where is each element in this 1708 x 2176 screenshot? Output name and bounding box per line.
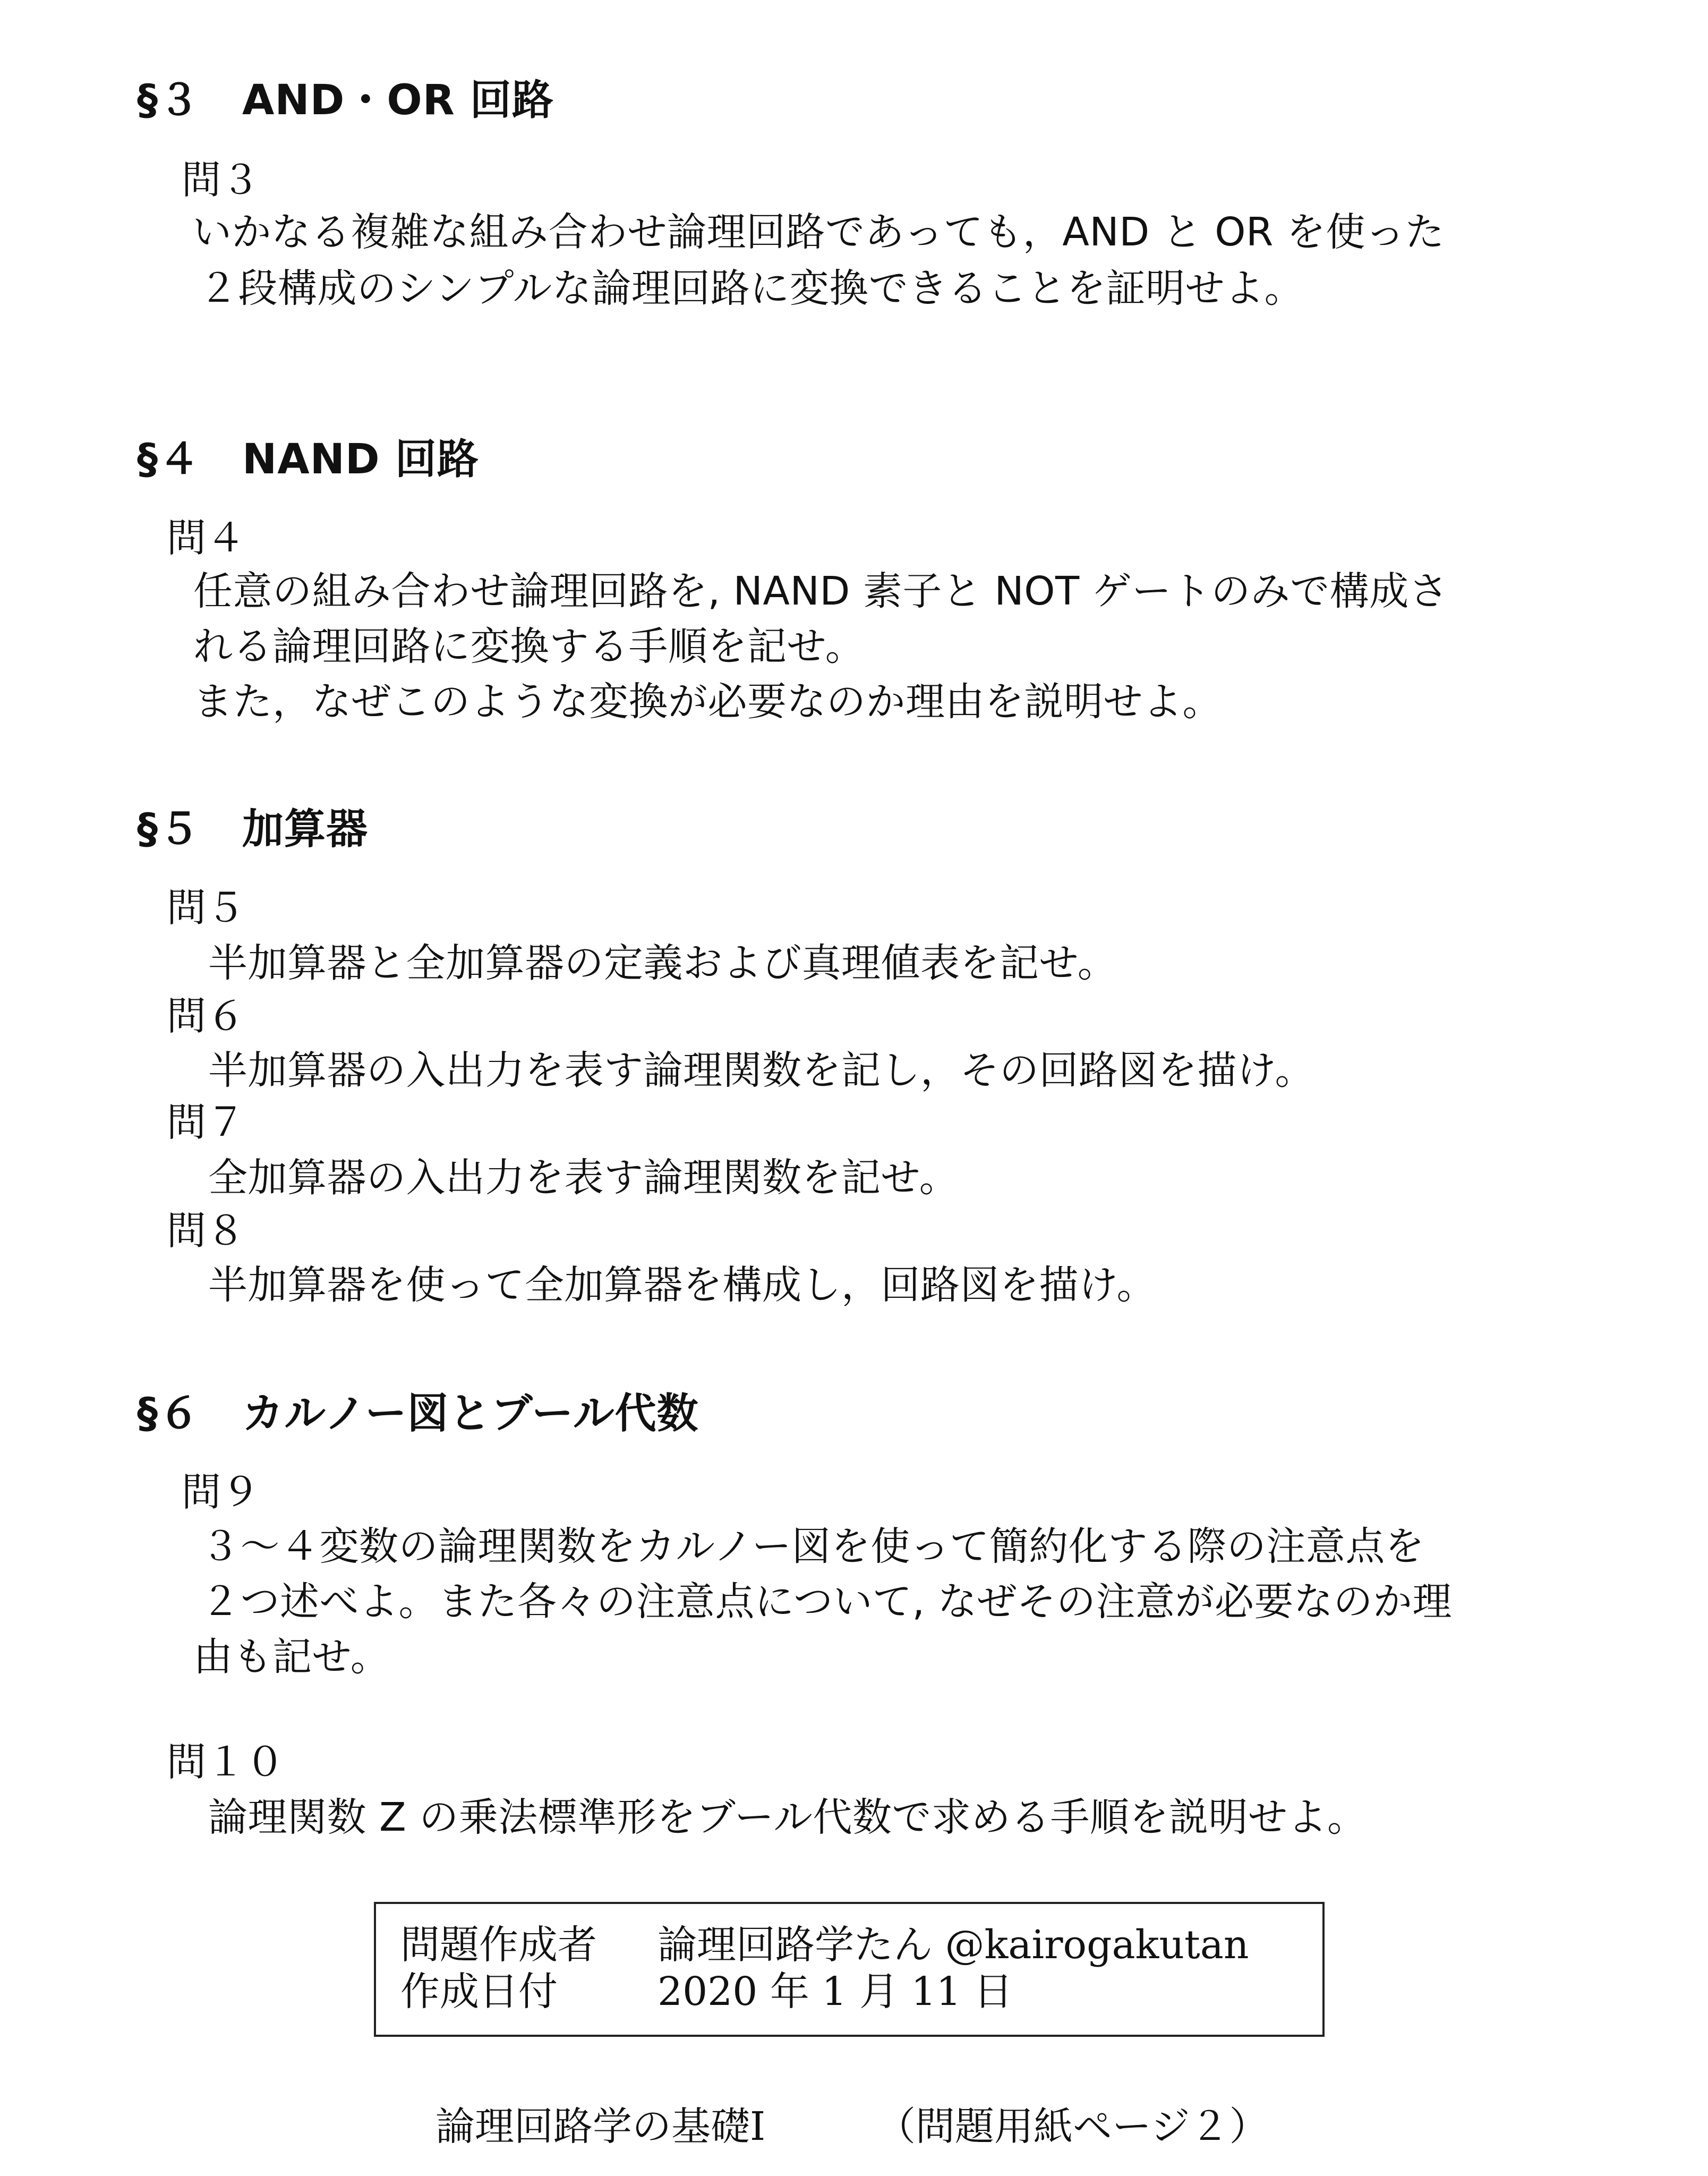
- author-value: 論理回路学たん @kairogakutan: [657, 1922, 1249, 1968]
- question-5-line-1: 半加算器と全加算器の定義および真理値表を記せ。: [208, 940, 1117, 986]
- question-4-line-2: れる論理回路に変換する手順を記せ。: [193, 624, 865, 669]
- credits-box: [374, 1902, 1325, 2037]
- question-label-8: 問８: [167, 1208, 245, 1254]
- question-3-line-1: いかなる複雑な組み合わせ論理回路であっても，AND と OR を使った: [192, 209, 1445, 255]
- footer-title: 論理回路学の基礎Ⅰ: [435, 2104, 766, 2149]
- question-label-9: 問９: [182, 1469, 260, 1515]
- question-9-line-2: ２つ述べよ。また各々の注意点について, なぜその注意が必要なのか理: [201, 1579, 1453, 1625]
- date-label: 作成日付: [400, 1969, 558, 2014]
- question-6-line-1: 半加算器の入出力を表す論理関数を記し，その回路図を描け。: [208, 1048, 1315, 1093]
- question-label-10: 問１０: [167, 1739, 285, 1785]
- footer-page-note: （問題用紙ページ２）: [876, 2104, 1269, 2149]
- question-label-3: 問３: [182, 157, 260, 203]
- question-4-line-3: また，なぜこのような変換が必要なのか理由を説明せよ。: [193, 679, 1222, 725]
- section-heading-4: §４ NAND 回路: [137, 436, 479, 483]
- section-heading-6: §６ カルノー図とブール代数: [137, 1390, 699, 1438]
- section-heading-3: §３ AND・OR 回路: [137, 76, 554, 124]
- question-10-line-1: 論理関数 Z の乗法標準形をブール代数で求める手順を説明せよ。: [208, 1795, 1367, 1840]
- question-label-5: 問５: [167, 885, 245, 931]
- question-7-line-1: 全加算器の入出力を表す論理関数を記せ。: [208, 1155, 959, 1201]
- question-label-6: 問６: [167, 993, 245, 1039]
- date-value: 2020 年 1 月 11 日: [657, 1969, 1013, 2014]
- section-heading-5: §５ 加算器: [137, 805, 369, 853]
- author-label: 問題作成者: [400, 1922, 597, 1968]
- question-label-7: 問７: [167, 1100, 245, 1145]
- question-8-line-1: 半加算器を使って全加算器を構成し，回路図を描け。: [208, 1262, 1157, 1308]
- question-9-line-1: ３～４変数の論理関数をカルノー図を使って簡約化する際の注意点を: [201, 1524, 1425, 1569]
- question-label-4: 問４: [167, 515, 245, 561]
- question-3-line-2: ２段構成のシンプルな論理回路に変換できることを証明せよ。: [199, 266, 1304, 311]
- question-9-line-3: 由も記せ。: [193, 1634, 390, 1680]
- question-4-line-1: 任意の組み合わせ論理回路を, NAND 素子と NOT ゲートのみで構成さ: [193, 568, 1449, 614]
